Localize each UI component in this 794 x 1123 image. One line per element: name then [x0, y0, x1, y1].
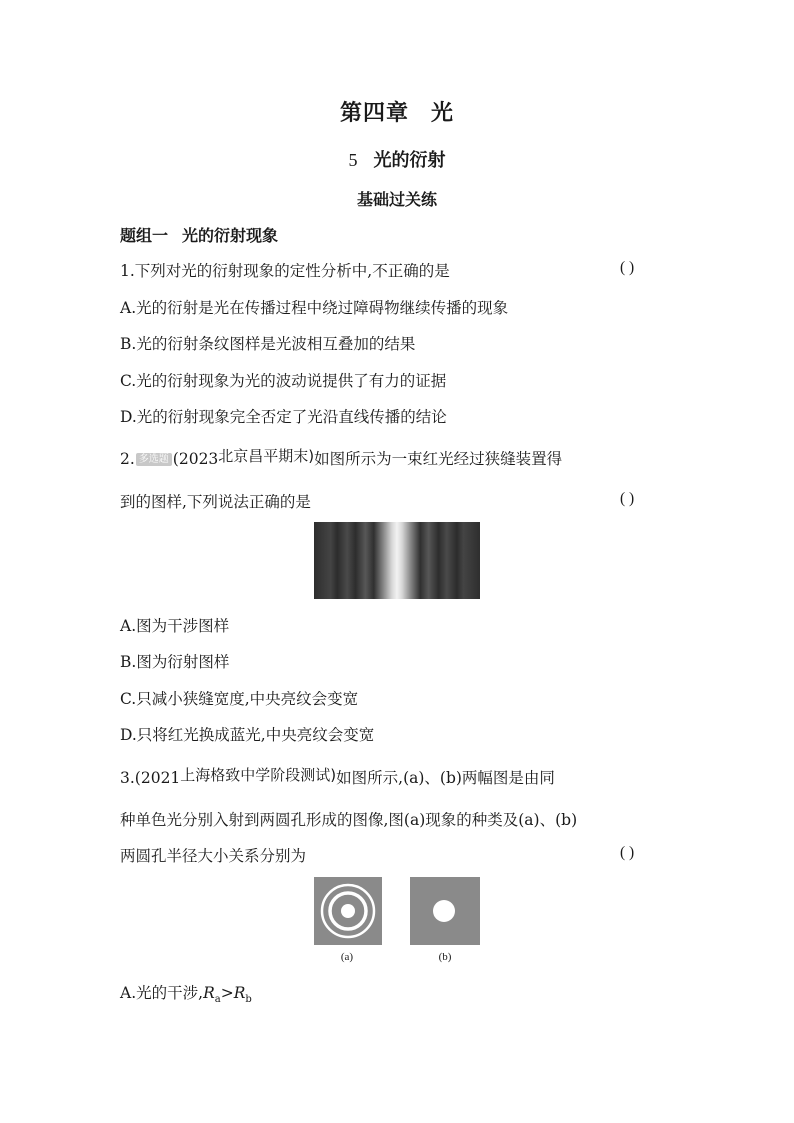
section-label: 题组一 — [120, 226, 169, 245]
radius-symbol-a: R — [203, 984, 215, 1002]
q2-answer-bracket: ( ) — [620, 490, 635, 507]
chapter-label: 第四章 — [339, 101, 409, 126]
chapter-topic: 光 — [431, 101, 455, 126]
radius-subscript-a: a — [214, 994, 221, 1006]
multi-choice-tag: 多选题 — [136, 453, 172, 466]
q3-option-a-text: A.光的干涉, — [120, 984, 204, 1002]
q3-option-a — [120, 981, 252, 1005]
q2-option-a: A.图为干涉图样 — [120, 617, 230, 635]
caption-b: (b) — [438, 951, 452, 963]
lesson-name: 光的衍射 — [373, 150, 446, 171]
q3-number: 3. — [120, 769, 135, 787]
q3-stem-text1: 如图所示,(a)、(b)两幅图是由同 — [336, 769, 555, 787]
q2-option-c: C.只减小狭缝宽度,中央亮纹会变宽 — [120, 690, 359, 708]
practice-title: 基础过关练 — [356, 190, 437, 209]
q3-source: 上海格致中学阶段测试) — [180, 766, 337, 784]
chapter-title — [0, 96, 794, 127]
q1-option-c: C.光的衍射现象为光的波动说提供了有力的证据 — [120, 372, 447, 390]
section-title: 光的衍射现象 — [182, 226, 279, 245]
slit-pattern-bands — [314, 522, 480, 599]
q2-stem-line2: 到的图样,下列说法正确的是 — [120, 493, 311, 511]
q3-year: (2021 — [134, 769, 181, 787]
q2-number: 2. — [120, 450, 135, 468]
figure-b-bright-disk — [433, 900, 455, 922]
q2-stem-line1 — [120, 445, 562, 469]
greater-than-sign: > — [220, 984, 234, 1002]
circular-aperture-figure-b — [410, 877, 480, 945]
radius-symbol-b: R — [233, 984, 246, 1002]
slit-diffraction-figure — [314, 522, 480, 599]
q1-stem: 1.下列对光的衍射现象的定性分析中,不正确的是 — [120, 262, 450, 280]
q2-option-d: D.只将红光换成蓝光,中央亮纹会变宽 — [120, 726, 375, 744]
q3-stem-line2: 种单色光分别入射到两圆孔形成的图像,图(a)现象的种类及(a)、(b) — [120, 811, 578, 829]
q1-answer-bracket: ( ) — [620, 259, 635, 276]
q3-stem-line1 — [120, 764, 555, 788]
caption-a: (a) — [340, 951, 354, 963]
q2-stem-text1: 如图所示为一束红光经过狭缝装置得 — [314, 450, 563, 468]
lesson-title — [0, 146, 794, 172]
q2-year: (2023 — [172, 450, 219, 468]
q1-option-d: D.光的衍射现象完全否定了光沿直线传播的结论 — [120, 408, 447, 426]
radius-subscript-b: b — [245, 994, 252, 1006]
q2-source: 北京昌平期末) — [218, 447, 315, 465]
q3-stem-line3: 两圆孔半径大小关系分别为 — [120, 847, 307, 865]
q1-option-a: A.光的衍射是光在传播过程中绕过障碍物继续传播的现象 — [120, 299, 509, 317]
figure-a-center-spot — [341, 904, 355, 918]
circular-aperture-figure-a — [314, 877, 382, 945]
lesson-number: 5 — [348, 150, 358, 170]
section-heading — [120, 223, 278, 246]
q3-answer-bracket: ( ) — [620, 844, 635, 861]
q2-option-b: B.图为衍射图样 — [120, 653, 230, 671]
q1-option-b: B.光的衍射条纹图样是光波相互叠加的结果 — [120, 335, 416, 353]
